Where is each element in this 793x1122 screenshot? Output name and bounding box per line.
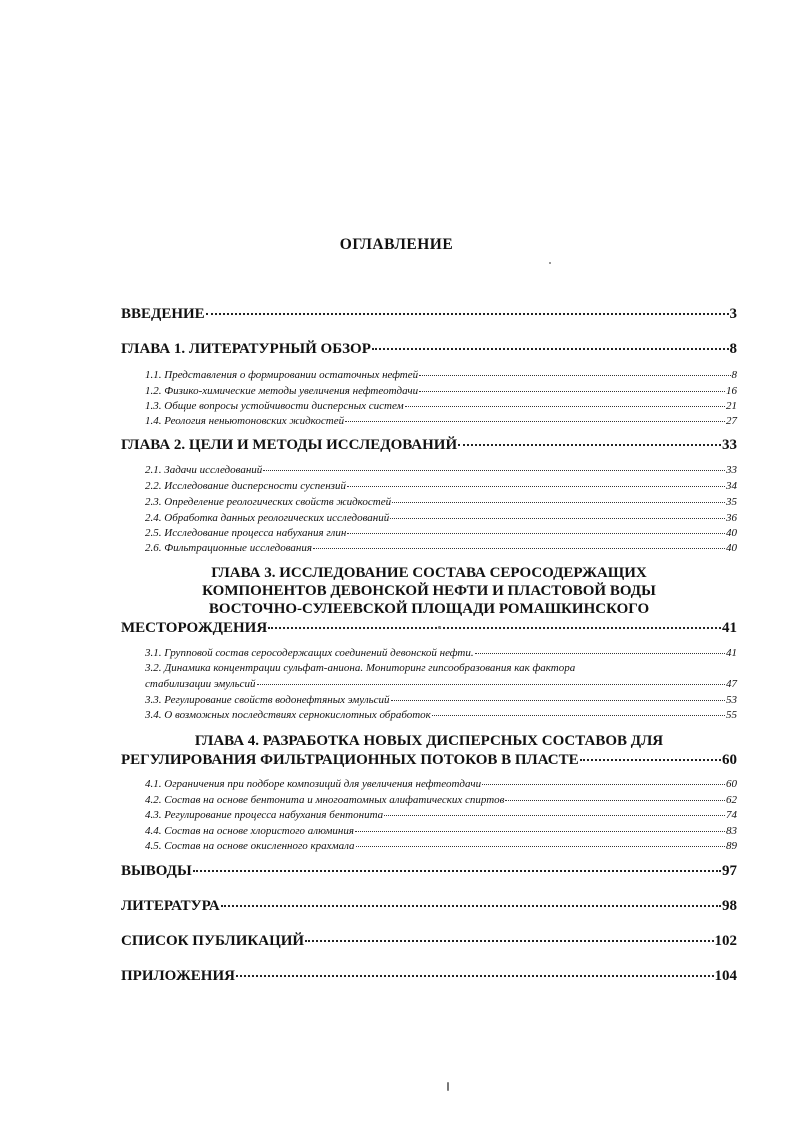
toc-section-4-2[interactable] — [145, 794, 737, 806]
toc-page-number: 62 — [726, 794, 737, 806]
toc-section-3-2-line-1[interactable]: 3.2. Динамика концентрации сульфат-аниона. Мониторинг гипсообразования как фактора — [145, 662, 576, 674]
leader-dots — [391, 700, 725, 701]
toc-entry-label: ГЛАВА 1. ЛИТЕРАТУРНЫЙ ОБЗОР — [121, 341, 371, 357]
toc-section-label: стабилизации эмульсий — [145, 678, 256, 690]
leader-dots — [419, 375, 730, 376]
toc-page-number: 83 — [726, 825, 737, 837]
toc-page-number: 40 — [726, 542, 737, 554]
leader-dots — [482, 784, 725, 785]
toc-section-4-3[interactable] — [145, 809, 737, 821]
toc-chapter-3-line-3[interactable]: ВОСТОЧНО-СУЛЕЕВСКОЙ ПЛОЩАДИ РОМАШКИНСКОГО — [208, 601, 650, 617]
toc-chapter-4[interactable] — [121, 752, 737, 769]
toc-section-label: 4.4. Состав на основе хлористого алюминия — [145, 825, 355, 837]
leader-dots — [405, 406, 725, 407]
toc-section-1-4[interactable] — [145, 415, 737, 427]
toc-section-label: 2.1. Задачи исследований — [145, 464, 263, 476]
toc-page-number: 34 — [726, 480, 737, 492]
toc-entry-literature[interactable] — [121, 898, 737, 915]
leader-dots — [347, 533, 725, 534]
leader-dots — [221, 905, 721, 907]
leader-dots — [419, 391, 725, 392]
leader-dots — [268, 627, 721, 629]
toc-section-3-3[interactable] — [145, 694, 737, 706]
leader-dots — [475, 653, 725, 654]
leader-dots — [355, 831, 725, 832]
toc-page-number: 102 — [714, 933, 737, 949]
toc-section-2-5[interactable] — [145, 527, 737, 539]
leader-dots — [347, 486, 725, 487]
leader-dots — [305, 940, 713, 942]
toc-section-1-1[interactable] — [145, 369, 737, 381]
toc-entry-intro[interactable] — [121, 306, 737, 323]
toc-section-label: 4.5. Состав на основе окисленного крахмала — [145, 840, 355, 852]
toc-section-4-1[interactable] — [145, 778, 737, 790]
scan-speck — [447, 1082, 449, 1091]
toc-entry-label: СПИСОК ПУБЛИКАЦИЙ — [121, 933, 305, 949]
toc-chapter-3-line-2[interactable]: КОМПОНЕНТОВ ДЕВОНСКОЙ НЕФТИ И ПЛАСТОВОЙ ВОДЫ — [202, 583, 656, 599]
leader-dots — [458, 444, 721, 446]
toc-page-number: 33 — [726, 464, 737, 476]
toc-section-label: 3.4. О возможных последствиях сернокислотных обработок — [145, 709, 431, 721]
toc-section-label: 1.3. Общие вопросы устойчивости дисперсных систем — [145, 400, 404, 412]
toc-entry-label: РЕГУЛИРОВАНИЯ ФИЛЬТРАЦИОННЫХ ПОТОКОВ В ПЛАСТЕ — [121, 752, 579, 768]
scan-speck — [438, 626, 441, 629]
toc-section-label: 4.1. Ограничения при подборе композиций для увеличения нефтеотдачи — [145, 778, 482, 790]
toc-section-label: 4.3. Регулирование процесса набухания бентонита — [145, 809, 384, 821]
toc-page-number: 104 — [714, 968, 737, 984]
toc-entry-label: ЛИТЕРАТУРА — [121, 898, 220, 914]
toc-section-label: 1.4. Реология неньютоновских жидкостей — [145, 415, 345, 427]
toc-section-4-5[interactable] — [145, 840, 737, 852]
leader-dots — [384, 815, 725, 816]
toc-page-number: 89 — [726, 840, 737, 852]
toc-section-3-4[interactable] — [145, 709, 737, 721]
toc-page-number: 53 — [726, 694, 737, 706]
toc-chapter-3[interactable] — [121, 620, 737, 637]
toc-page-number: 35 — [726, 496, 737, 508]
leader-dots — [580, 759, 721, 761]
leader-dots — [236, 975, 714, 977]
toc-section-label: 3.1. Групповой состав серосодержащих соединений девонской нефти. — [145, 647, 474, 659]
leader-dots — [372, 348, 729, 350]
toc-section-4-4[interactable] — [145, 825, 737, 837]
leader-dots — [390, 518, 725, 519]
toc-entry-conclusions[interactable] — [121, 863, 737, 880]
toc-page-number: 60 — [726, 778, 737, 790]
toc-page-number: 41 — [726, 647, 737, 659]
toc-entry-label: ВЫВОДЫ — [121, 863, 192, 879]
toc-section-3-2[interactable] — [145, 678, 737, 690]
toc-page-number: 3 — [729, 306, 737, 322]
toc-section-1-3[interactable] — [145, 400, 737, 412]
toc-section-label: 2.5. Исследование процесса набухания глин — [145, 527, 347, 539]
toc-section-label: 2.3. Определение реологических свойств жидкостей — [145, 496, 392, 508]
leader-dots — [257, 684, 725, 685]
toc-page-number: 33 — [722, 437, 737, 453]
toc-section-label: 1.1. Представления о формировании остаточных нефтей — [145, 369, 419, 381]
toc-section-2-6[interactable] — [145, 542, 737, 554]
toc-section-2-4[interactable] — [145, 512, 737, 524]
toc-entry-label: ВВЕДЕНИЕ — [121, 306, 205, 322]
toc-section-label: 2.6. Фильтрационные исследования — [145, 542, 312, 554]
leader-dots — [193, 870, 721, 872]
toc-page-number: 16 — [726, 385, 737, 397]
toc-chapter-4-line-1[interactable]: ГЛАВА 4. РАЗРАБОТКА НОВЫХ ДИСПЕРСНЫХ СОСТАВОВ ДЛЯ — [194, 733, 664, 749]
toc-entry-label: МЕСТОРОЖДЕНИЯ — [121, 620, 268, 636]
toc-chapter-2[interactable] — [121, 437, 737, 454]
toc-page-number: 47 — [726, 678, 737, 690]
toc-entry-publications[interactable] — [121, 933, 737, 950]
leader-dots — [356, 846, 725, 847]
leader-dots — [392, 502, 725, 503]
toc-page-number: 41 — [722, 620, 737, 636]
toc-section-label: 1.2. Физико-химические методы увеличения нефтеотдачи — [145, 385, 419, 397]
leader-dots — [345, 421, 725, 422]
toc-page-number: 8 — [731, 369, 737, 381]
scan-speck — [549, 262, 551, 264]
leader-dots — [505, 800, 725, 801]
toc-page-number: 40 — [726, 527, 737, 539]
toc-chapter-1[interactable] — [121, 341, 737, 358]
toc-entry-label: ГЛАВА 2. ЦЕЛИ И МЕТОДЫ ИССЛЕДОВАНИЙ — [121, 437, 458, 453]
toc-section-label: 2.2. Исследование дисперсности суспензий — [145, 480, 346, 492]
leader-dots — [263, 470, 725, 471]
toc-section-label: 2.4. Обработка данных реологических исследований — [145, 512, 390, 524]
toc-section-3-1[interactable] — [145, 647, 737, 659]
toc-section-2-3[interactable] — [145, 496, 737, 508]
toc-section-label: 3.3. Регулирование свойств водонефтяных эмульсий — [145, 694, 390, 706]
page-title: ОГЛАВЛЕНИЕ — [339, 236, 454, 253]
leader-dots — [432, 715, 725, 716]
toc-page-number: 27 — [726, 415, 737, 427]
toc-section-2-2[interactable] — [145, 480, 737, 492]
leader-dots — [313, 548, 725, 549]
toc-page-number: 98 — [722, 898, 737, 914]
leader-dots — [206, 313, 729, 315]
toc-entry-label: ПРИЛОЖЕНИЯ — [121, 968, 235, 984]
toc-section-1-2[interactable] — [145, 385, 737, 397]
toc-page-number: 97 — [722, 863, 737, 879]
toc-entry-appendices[interactable] — [121, 968, 737, 985]
toc-section-label: 4.2. Состав на основе бентонита и многоатомных алифатических спиртов — [145, 794, 505, 806]
toc-page-number: 21 — [726, 400, 737, 412]
toc-page-number: 55 — [726, 709, 737, 721]
toc-page-number: 60 — [722, 752, 737, 768]
toc-page-number: 74 — [726, 809, 737, 821]
toc-chapter-3-line-1[interactable]: ГЛАВА 3. ИССЛЕДОВАНИЕ СОСТАВА СЕРОСОДЕРЖАЩИХ — [211, 565, 647, 581]
toc-section-2-1[interactable] — [145, 464, 737, 476]
toc-page-number: 36 — [726, 512, 737, 524]
toc-page-number: 8 — [729, 341, 737, 357]
